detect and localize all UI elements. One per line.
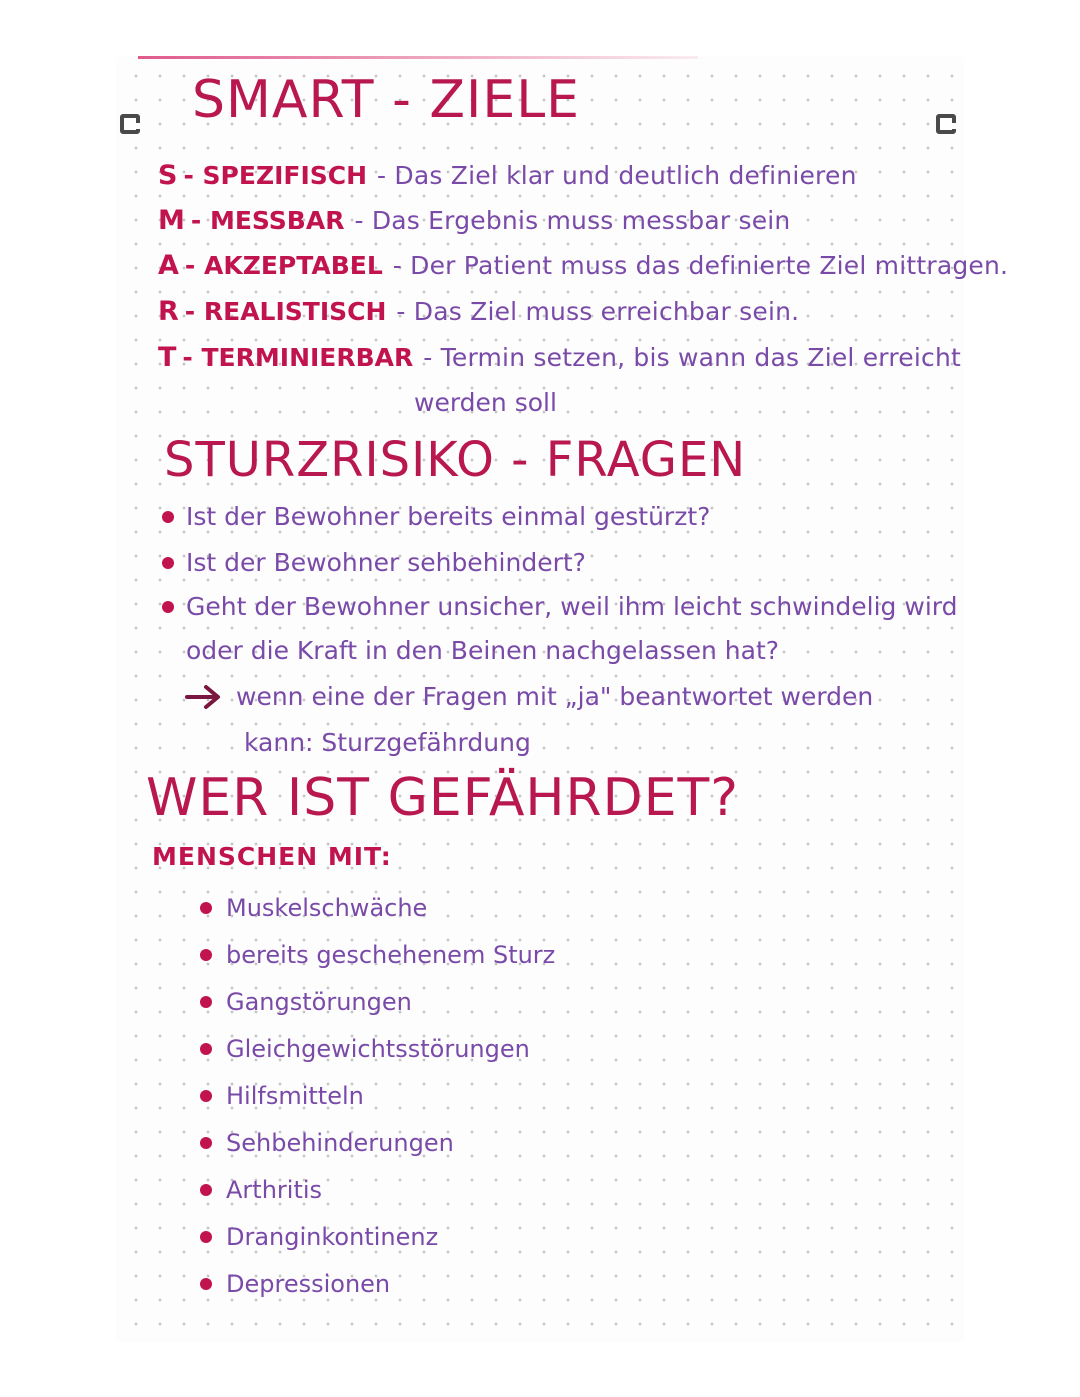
question-text-continued: oder die Kraft in den Beinen nachgelassen hat? <box>186 636 780 665</box>
smart-row-a <box>158 250 1008 281</box>
list-item <box>162 502 957 548</box>
list-item <box>200 984 555 1031</box>
top-edge-strip <box>138 56 698 59</box>
conclusion-text-continued: kann: Sturzgefährdung <box>244 728 531 757</box>
smart-row-s <box>158 160 857 191</box>
bullet-dot-icon <box>200 1043 212 1055</box>
bullet-dot-icon <box>162 601 174 613</box>
menschen-mit-subheading: MENSCHEN MIT: <box>152 842 392 871</box>
sturzrisiko-question-list <box>162 502 957 636</box>
list-item <box>200 937 555 984</box>
risk-factor-text: Gangstörungen <box>226 988 412 1016</box>
list-item <box>200 1125 555 1172</box>
risk-factor-text: Gleichgewichtsstörungen <box>226 1035 530 1063</box>
list-item <box>162 592 957 636</box>
smart-row-m <box>158 205 790 236</box>
bullet-dot-icon <box>200 1231 212 1243</box>
list-item <box>200 1219 555 1266</box>
bullet-dot-icon <box>200 949 212 961</box>
question-text: Ist der Bewohner sehbehindert? <box>186 548 586 577</box>
smart-description: - Das Ergebnis muss messbar sein <box>354 206 791 235</box>
smart-description: - Das Ziel klar und deutlich definieren <box>377 161 857 190</box>
smart-row-t <box>158 342 961 373</box>
smart-letter: S <box>158 160 178 191</box>
risk-factor-text: Arthritis <box>226 1176 323 1204</box>
list-item <box>200 1031 555 1078</box>
smart-word: - TERMINIERBAR <box>182 343 414 372</box>
smart-heading: SMART - ZIELE <box>192 70 581 130</box>
list-item <box>200 1078 555 1125</box>
conclusion-note <box>184 682 873 711</box>
bullet-dot-icon <box>200 1184 212 1196</box>
conclusion-text: wenn eine der Fragen mit „ja" beantwortet werden <box>236 682 874 711</box>
bullet-dot-icon <box>200 1090 212 1102</box>
sturzrisiko-heading: STURZRISIKO - FRAGEN <box>164 432 747 488</box>
question-text: Ist der Bewohner bereits einmal gestürzt? <box>186 502 711 531</box>
smart-letter: R <box>158 296 179 327</box>
bullet-dot-icon <box>200 1137 212 1149</box>
list-item <box>162 548 957 592</box>
risk-factor-text: Dranginkontinenz <box>226 1223 439 1251</box>
bullet-dot-icon <box>200 996 212 1008</box>
smart-description: - Termin setzen, bis wann das Ziel erreicht <box>423 343 961 372</box>
risk-factor-text: Muskelschwäche <box>226 894 428 922</box>
list-item <box>200 890 555 937</box>
risk-factor-text: Hilfsmitteln <box>226 1082 364 1110</box>
risk-factor-text: Sehbehinderungen <box>226 1129 454 1157</box>
smart-letter: T <box>158 342 177 373</box>
smart-row-r <box>158 296 799 327</box>
bullet-dot-icon <box>162 557 174 569</box>
question-text: Geht der Bewohner unsicher, weil ihm leicht schwindelig wird <box>186 592 958 621</box>
smart-letter: M <box>158 205 185 236</box>
bullet-dot-icon <box>200 1278 212 1290</box>
risk-factor-text: bereits geschehenem Sturz <box>226 941 556 969</box>
smart-description: - Das Ziel muss erreichbar sein. <box>396 297 800 326</box>
smart-letter: A <box>158 250 179 281</box>
smart-description: - Der Patient muss das definierte Ziel mittragen. <box>392 251 1009 280</box>
list-item <box>200 1172 555 1219</box>
bullet-dot-icon <box>200 902 212 914</box>
page-marker-icon <box>120 114 140 134</box>
smart-word: - REALISTISCH <box>184 297 387 326</box>
wer-ist-gefaehrdet-heading: WER IST GEFÄHRDET? <box>146 768 739 828</box>
smart-description-continued: werden soll <box>414 388 557 417</box>
smart-word: - SPEZIFISCH <box>183 161 368 190</box>
bullet-dot-icon <box>162 511 174 523</box>
risk-factor-list <box>200 890 555 1313</box>
smart-word: - AKZEPTABEL <box>184 251 383 280</box>
list-item <box>200 1266 555 1313</box>
smart-word: - MESSBAR <box>190 206 345 235</box>
arrow-right-icon <box>184 683 224 711</box>
risk-factor-text: Depressionen <box>226 1270 391 1298</box>
page-marker-icon <box>936 114 956 134</box>
